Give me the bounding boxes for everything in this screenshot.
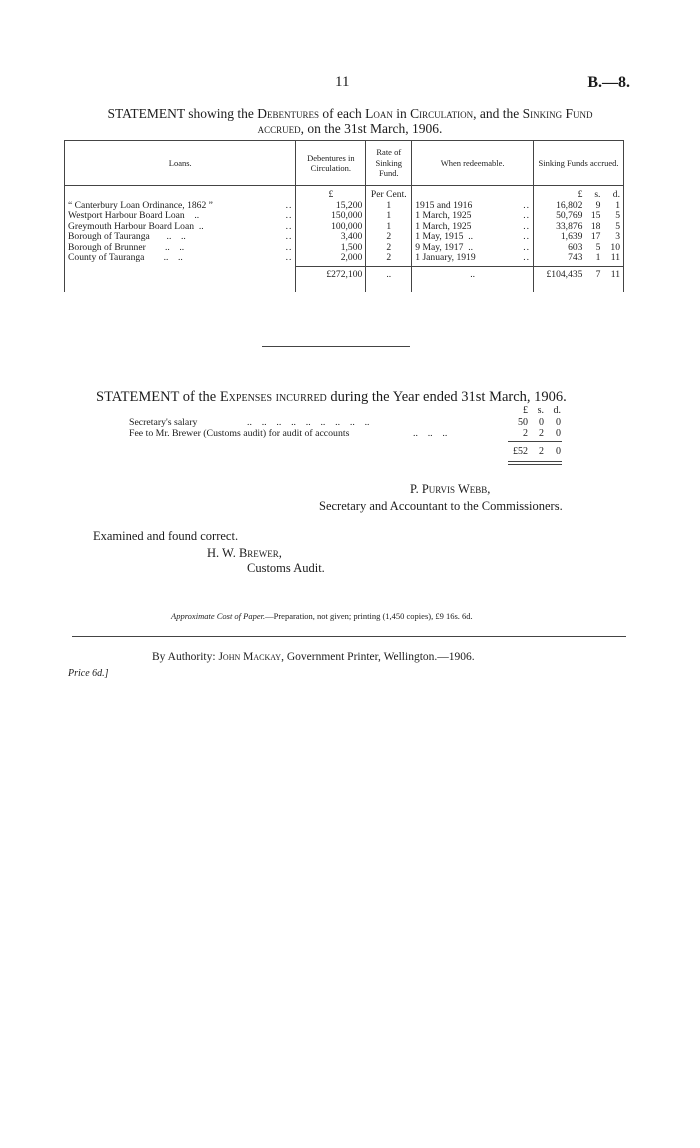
table-row: [65, 253, 624, 267]
pounds-value: 50,769: [534, 211, 586, 222]
dot-leader: .. ..: [163, 252, 183, 263]
pence-value: 1: [603, 201, 623, 212]
expense-pence: 0: [556, 417, 561, 428]
unit-pence: d.: [603, 186, 623, 201]
total-rule: [508, 464, 562, 465]
col-header-rate: Rate of Sinking Fund.: [366, 141, 412, 186]
expense-shillings: 2: [539, 428, 544, 439]
pence-value: 5: [603, 211, 623, 222]
shillings-value: 15: [590, 210, 601, 221]
dot-leader: ..: [523, 210, 531, 221]
pounds-value: 33,876: [534, 222, 586, 233]
dot-leader: ..: [523, 241, 531, 253]
dot-leader: ..: [285, 241, 293, 253]
debentures-value: 3,400: [296, 232, 366, 243]
auditor-title: Customs Audit.: [247, 561, 325, 575]
expense-item: [129, 428, 569, 440]
pounds-value: 603: [534, 243, 586, 254]
redeemable-value: 1 March, 1925: [415, 220, 472, 232]
table-row: [65, 232, 624, 243]
total-rate: ..: [366, 267, 412, 285]
shillings-value: 5: [595, 241, 601, 253]
unit-pounds: £: [534, 186, 586, 201]
expense-total-pounds: £52: [513, 446, 528, 457]
redeemable-value: 1 March, 1925: [415, 210, 472, 221]
unit-rate: Per Cent.: [366, 186, 412, 201]
exp-unit-shillings: s.: [537, 405, 544, 416]
total-rule: [508, 461, 562, 462]
rate-value: 1: [366, 222, 412, 233]
exp-unit-pounds: £: [523, 405, 528, 416]
expense-shillings: 0: [539, 417, 544, 428]
debentures-value: 2,000: [296, 253, 366, 267]
rate-value: 2: [366, 243, 412, 254]
loan-name: Borough of Brunner: [68, 241, 146, 253]
signatory-name: P. Purvis Webb,: [410, 482, 491, 496]
dot-leader: ..: [285, 210, 293, 221]
table-bottom-row: [65, 284, 624, 292]
dot-leader: ..: [523, 231, 531, 242]
paper-cost-note: Approximate Cost of Paper.—Preparation, not given; printing (1,450 copies), £9 16s. 6d.: [171, 611, 473, 621]
redeemable-value: 9 May, 1917 ..: [415, 241, 473, 253]
total-row: [65, 267, 624, 285]
shillings-value: 9: [595, 199, 601, 211]
pounds-value: 16,802: [534, 201, 586, 212]
dot-leader: ..: [285, 220, 293, 232]
unit-shillings: s.: [594, 189, 601, 200]
pounds-value: 743: [534, 253, 586, 267]
debentures-title: STATEMENT showing the Debentures of each Loan in Circulation, and the Sinking Fund accrued, on the 31st March, 1906.: [107, 106, 593, 136]
shillings-value: 17: [590, 231, 601, 242]
dot-leader: ..: [523, 220, 531, 232]
shillings-value: 1: [595, 252, 601, 263]
redeemable-value: 1 January, 1919: [415, 252, 476, 263]
dot-leader: .. ..: [166, 231, 186, 242]
footer-rule: [72, 636, 626, 637]
total-pounds: £104,435: [534, 267, 586, 285]
dot-leader: ..: [285, 252, 293, 263]
loan-name: “ Canterbury Loan Ordinance, 1862 ”: [68, 199, 213, 211]
dot-leader: .. ..: [165, 241, 185, 253]
loan-name: Greymouth Harbour Board Loan: [68, 220, 195, 232]
pence-value: 3: [603, 232, 623, 243]
debentures-value: 1,500: [296, 243, 366, 254]
dot-leader: ..: [523, 252, 531, 263]
loan-name: County of Tauranga: [68, 252, 145, 263]
expense-pounds: 2: [523, 428, 528, 439]
printer-imprint: By Authority: John Mackay, Government Printer, Wellington.—1906.: [152, 651, 475, 663]
auditor-name: H. W. Brewer,: [207, 546, 282, 560]
units-row: [65, 186, 624, 201]
total-pence: 11: [603, 267, 623, 285]
dot-leader: ..: [285, 199, 293, 211]
expense-label: Fee to Mr. Brewer (Customs audit) for audit of accounts: [129, 428, 350, 439]
rate-value: 2: [366, 232, 412, 243]
col-header-redeemable: When redeemable.: [412, 141, 534, 186]
rate-value: 1: [366, 201, 412, 212]
redeemable-value: 1915 and 1916: [415, 199, 473, 211]
expense-pence: 0: [556, 428, 561, 439]
rate-value: 1: [366, 211, 412, 222]
rate-value: 2: [366, 253, 412, 267]
dot-leader: ..: [285, 231, 293, 242]
col-header-debentures: Debentures in Circulation.: [296, 141, 366, 186]
loan-name: Westport Harbour Board Loan: [68, 210, 185, 221]
sum-rule: [508, 441, 562, 442]
total-debentures: £272,100: [296, 267, 366, 285]
shillings-value: 18: [590, 220, 601, 232]
pence-value: 5: [603, 222, 623, 233]
expenses-title: STATEMENT of the Expenses incurred during the Year ended 31st March, 1906.: [96, 389, 567, 405]
pence-value: 11: [603, 253, 623, 267]
expense-pounds: 50: [518, 417, 528, 428]
col-header-loans: Loans.: [65, 141, 296, 186]
audit-statement: Examined and found correct.: [93, 529, 239, 543]
loan-name: Borough of Tauranga: [68, 231, 150, 242]
signatory-title: Secretary and Accountant to the Commissioners.: [319, 499, 563, 513]
unit-debentures: £: [296, 186, 366, 201]
exp-unit-pence: d.: [553, 405, 561, 416]
dot-leader: .. .. ..: [413, 428, 448, 439]
dot-leader: ..: [194, 210, 200, 221]
section-divider: [262, 346, 410, 347]
dot-leader: .. .. .. .. .. .. .. .. ..: [247, 417, 370, 428]
dot-leader: ..: [198, 220, 204, 232]
page-number: 11: [335, 74, 350, 90]
dot-leader: ..: [523, 199, 531, 211]
pence-value: 10: [603, 243, 623, 254]
pounds-value: 1,639: [534, 232, 586, 243]
debentures-value: 150,000: [296, 211, 366, 222]
col-header-sinking: Sinking Funds accrued.: [534, 141, 624, 186]
expense-label: Secretary's salary: [129, 417, 198, 428]
document-code: B.—8.: [587, 74, 630, 91]
table-header-row: [65, 141, 624, 186]
debentures-value: 15,200: [296, 201, 366, 212]
price-note: Price 6d.]: [68, 668, 109, 679]
debentures-table: [64, 140, 624, 292]
expense-total-shillings: 2: [539, 446, 544, 457]
debentures-value: 100,000: [296, 222, 366, 233]
total-redeemable: ..: [412, 267, 534, 285]
expense-total-pence: 0: [556, 446, 561, 457]
redeemable-value: 1 May, 1915 ..: [415, 231, 473, 242]
total-shillings: 7: [585, 267, 603, 285]
